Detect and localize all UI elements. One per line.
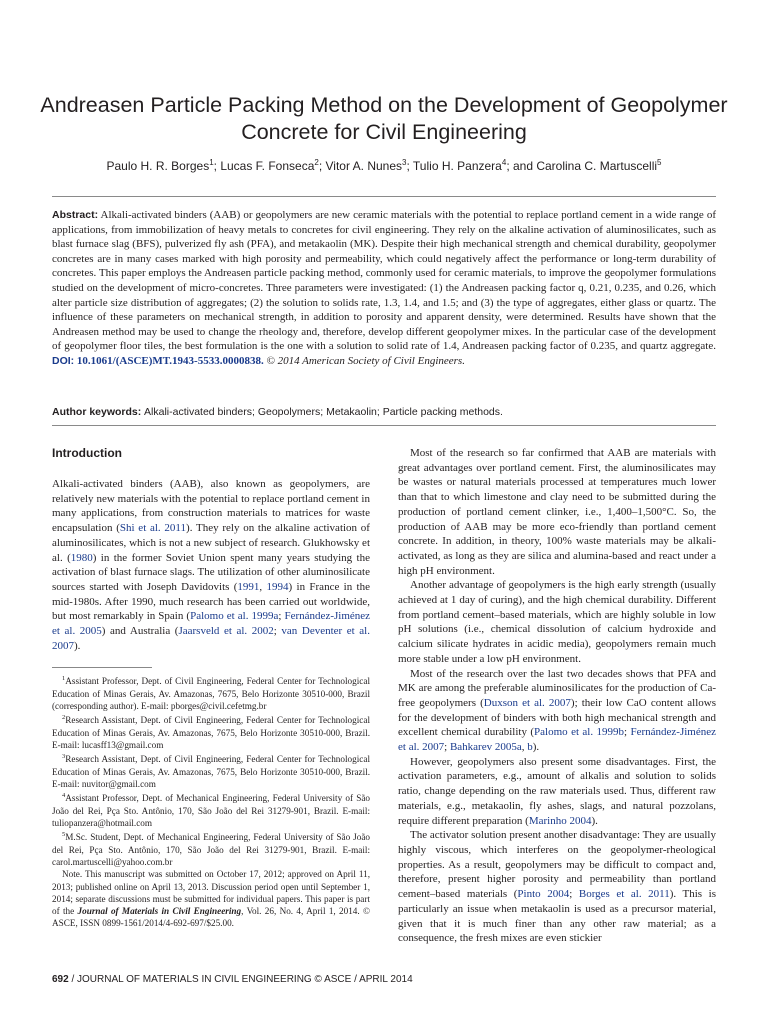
author-affiliation-marker: 2 [314, 158, 319, 167]
author-footnote [52, 712, 370, 751]
page-footer [52, 974, 413, 985]
citation-link[interactable]: Bahkarev 2005a [449, 741, 522, 754]
citation-link[interactable]: Borges et al. 2011 [578, 888, 670, 901]
footnotes [52, 673, 370, 868]
citation-link[interactable]: Marinho 2004 [528, 814, 592, 827]
paper-title: Andreasen Particle Packing Method on the Development of Geopolymer Concrete for Civil Engineering [40, 93, 728, 144]
submission-note [52, 868, 370, 929]
copyright-notice: © 2014 American Society of Civil Engineers. [266, 354, 465, 367]
citation-link[interactable]: Jaarsveld et al. 2002 [178, 625, 274, 638]
footnote-text: Research Assistant, Dept. of Civil Engineering, Federal Center for Technological Education of Minas Gerais, Av. Amazonas, 7675, Belo Horizonte 30510-000, Brazil. E-mail: lucasff13@gmail.com [52, 715, 370, 751]
author-footnote [52, 751, 370, 790]
note-tail: , Vol. 26, No. 4, April 1, 2014. © ASCE, ISSN 0899-1561/2014/4-692-697/$25.00. [52, 906, 370, 929]
footnote-text: Research Assistant, Dept. of Civil Engineering, Federal Center for Technological Education of Minas Gerais, Av. Amazonas, 7675, Belo Horizonte 30510-000, Brazil. E-mail: nuvitor@gmail.com [52, 754, 370, 789]
citation-link[interactable]: Fernández-Jiménez et al. 2005 [52, 610, 371, 638]
footnote-divider [52, 667, 152, 668]
keywords-bottom-rule [52, 425, 716, 426]
footer-journal: / JOURNAL OF MATERIALS IN CIVIL ENGINEERING © ASCE / APRIL 2014 [71, 974, 413, 985]
keywords-label: Author keywords: [52, 406, 142, 418]
abstract-top-rule [52, 196, 716, 197]
abstract-label: Abstract: [52, 209, 99, 221]
section-heading-introduction: Introduction [52, 446, 122, 460]
citation-link[interactable]: 1994 [266, 580, 289, 593]
citation-link[interactable]: Shi et al. 2011 [119, 522, 187, 535]
keywords-text: Alkali-activated binders; Geopolymers; Metakaolin; Particle packing methods. [144, 406, 503, 418]
doi-label: DOI: [52, 354, 75, 367]
author-affiliation-marker: 3 [402, 158, 407, 167]
intro-paragraph: Alkali-activated binders (AAB), also known as geopolymers, are relatively new materials with the potential to replace portland cement in many applications, from construction materials to matrices for waste encapsulation (Shi et al. 2011). They rely on the alkaline activation of aluminosilicates, which is not a new subject of research. Glukhowsky et al. (1980) in the former Soviet Union spent many years studying the activation of blast furnace slags. The utilization of other aluminosilicate sources started with Joseph Davidovits (1991, 1994) in France in the mid-1980s. After 1990, much research has been carried out worldwide, but most remarkably in Spain (Palomo et al. 1999a; Fernández-Jiménez et al. 2005) and Australia (Jaarsveld et al. 2002; van Deventer et al. 2007). [52, 478, 371, 652]
author-affiliation-marker: 5 [657, 158, 662, 167]
citation-link[interactable]: 1991 [237, 580, 260, 593]
author-affiliation-marker: 1 [209, 158, 214, 167]
citation-link[interactable]: van Deventer et al. 2007 [52, 625, 370, 652]
citation-link[interactable]: Duxson et al. 2007 [483, 696, 571, 709]
author-name: Paulo H. R. Borges [106, 159, 210, 173]
author-footnote [52, 673, 370, 712]
citation-link[interactable]: Palomo et al. 1999b [534, 726, 624, 739]
right-column [398, 446, 716, 946]
citation-link[interactable]: Palomo et al. 1999a [190, 610, 279, 623]
doi-link[interactable]: 10.1061/(ASCE)MT.1943-5533.0000838. [76, 354, 264, 367]
footnote-marker: 4 [62, 792, 66, 800]
author-affiliation-marker: 4 [501, 158, 507, 167]
note-journal: Journal of Materials in Civil Engineering [77, 906, 242, 917]
footnote-text: Assistant Professor, Dept. of Civil Engineering, Federal Center for Technological Education of Minas Gerais, Av. Amazonas, 7675, Belo Horizonte 30510-000, Brazil (corresponding author). E-mail: pborges@civil.cefetmg.br [52, 676, 370, 712]
body-paragraph: However, geopolymers also present some disadvantages. First, the activation parameters, e.g., amount of alkalis and solution to solids ratio, change depending on the raw materials used. Thus, different raw materials, e.g., metakaolin, fly ashes, slags, and natural pozzolans, require different preparation (Marinho 2004). [398, 755, 716, 827]
author-footnote [52, 790, 370, 829]
citation-link[interactable]: b [527, 741, 533, 754]
footnote-marker: 5 [62, 831, 66, 839]
note-text: Note. This manuscript was submitted on October 17, 2012; approved on April 11, 2013; published online on April 13, 2013. Discussion period open until September 1, 2014; separate discussions must be submitted for individual papers. This paper is part of the [52, 869, 370, 917]
citation-link[interactable]: Pinto 2004 [517, 888, 570, 901]
footnote-marker: 2 [62, 714, 66, 722]
abstract [52, 208, 716, 369]
citation-link[interactable]: 1980 [70, 551, 93, 564]
author-name: Carolina C. Martuscelli [536, 159, 658, 173]
author-list: Paulo H. R. Borges$^1$; Lucas F. Fonseca$^2$; Vitor A. Nunes$^3$; Tulio H. Panzera$^4$; and Carolina C. Martuscelli$^5$ [106, 158, 662, 173]
citation-link[interactable]: Fernández-Jiménez et al. 2007 [398, 726, 716, 754]
left-column [52, 446, 370, 930]
footnote-text: Assistant Professor, Dept. of Mechanical Engineering, Federal University of São João del Rei, Pça Sto. Antônio, 170, São João del Rei 31279-901, Brazil. E-mail: tuliopanzera@hotmail.com [52, 793, 370, 828]
body-paragraph: Most of the research so far confirmed that AAB are materials with great advantages over portland cement. First, the aluminosilicates may be wastes or natural materials processed at temperatures much lower than that to which limestone and clay need to be submitted during the production of portland cement clinker, i.e., 1,400–1,500°C. So, the production of AAB may be more eco-friendly than portland cement concrete. In addition, in theory, 100% waste materials may be alkali-activated, as long as they are silica and alumina-based and react under a high pH environment. [398, 447, 716, 577]
footnote-text: M.Sc. Student, Dept. of Mechanical Engineering, Federal University of São João del Rei, Pça Sto. Antônio, 170, São João del Rei 31279-901, Brazil. E-mail: carol.martuscelli@yahoo.com.br [52, 832, 370, 867]
footnote-marker: 3 [62, 753, 66, 761]
footnote-marker: 1 [62, 675, 66, 683]
author-footnote [52, 829, 370, 868]
body-paragraph: Most of the research over the last two decades shows that PFA and MK are among the preferable aluminosilicates for the production of Ca-free geopolymers (Duxson et al. 2007); their low CaO content allows for the development of binders with both high mechanical strength and excellent chemical durability (Palomo et al. 1999b; Fernández-Jiménez et al. 2007; Bahkarev 2005a, b). [398, 667, 717, 754]
body-paragraph: The activator solution present another disadvantage: They are usually highly viscous, which interferes on the geopolymer-rheological properties. As a result, geopolymers may be difficult to compact and, therefore, present higher porosity and permeability than portland cement–based materials (Pinto 2004; Borges et al. 2011). This is particularly an issue when metakaolin is used as a precursor material, given that it is much finer than any other raw material; as a consequence, the fresh mixes are even stickier [398, 829, 716, 945]
author-name: Tulio H. Panzera [412, 159, 502, 173]
abstract-text: Alkali-activated binders (AAB) or geopolymers are new ceramic materials with the potential to replace portland cement in a wide range of applications, from immobilization of heavy metals to concretes for civil engineering. They rely on the alkaline activation of aluminosilicates, such as blast furnace slag (BFS), pulverized fly ash (PFA), and metakaolin (MK). Despite their high mechanical strength and chemical durability, geopolymer concretes are in many cases marked with high porosity and permeability, which could negatively affect the performance or long-term durability of concretes. This paper employs the Andreasen particle packing method, commonly used for ceramic materials, to improve the geopolymer formulations studied on the development of micro-concretes. Three parameters were investigated: (1) the Andreasen packing factor q, 0.21, 0.235, and 0.26, which alter particle size distribution of aggregates; (2) the solution to solids rate, 1.3, 1.4, and 1.5; and (3) the type of aggregates, either glass or quartz. The influence of these parameters on mechanical strength, in addition to porosity and apparent density, were determined. Results have shown that the Andreasen method may be used to change the rheology and, therefore, develop different geopolymer mixes. In the particular case of the development of geopolymer floor tiles, the best formulation is the one with a solution to solid rate of 1.4, Andreasen packing factor of 0.235, and quartz aggregate. [52, 209, 716, 353]
author-keywords [52, 405, 716, 419]
author-name: Vitor A. Nunes [325, 159, 403, 173]
body-paragraph: Another advantage of geopolymers is the high early strength (usually achieved at 1 day of curing), and the high chemical durability. Different from portland cement–based materials, which are highly soluble in low pH solutions (i.e., chemical dissolution of calcium hydroxide and calcium silicate hydrates in acidic media), geopolymers remain much more stable under a low pH environment. [398, 579, 716, 665]
author-name: Lucas F. Fonseca [220, 159, 315, 173]
page-number: 692 [52, 974, 69, 985]
